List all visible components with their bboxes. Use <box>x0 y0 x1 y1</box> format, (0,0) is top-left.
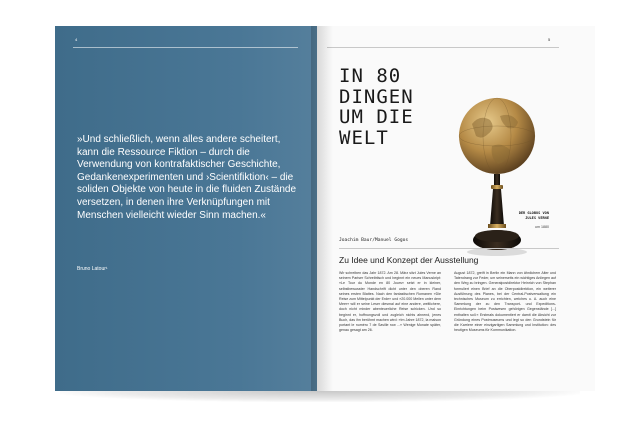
article-authors: Joachim Baur/Manuel Gogos <box>339 238 409 243</box>
section-heading: Zu Idee und Konzept der Ausstellung <box>339 255 479 265</box>
body-column-1: Wir schreiben das Jahr 1872. Am 28. März sitzt Jules Verne an seinem Pariser Schreibtisch und beginnt ein neues Manuskript: »Le Tour du Monde en 80 Jours« setzt er in kleiner, selbstbewusster Handschrift dicht unter den oberen Rand seines ersten Blattes. Nach den fantastischen Romanen »Die Reise zum Mittelpunkt der Erde« und »20.000 Meilen unter dem Meer« will er seine Leser diesmal auf eine andere, weltlichere, doch nicht minder abenteuerliche Reise schicken. Und so beginnt er, hoffnungsvoll und zugleich nichts ahnend, jenes Buch, das ihn berühmt machen wird: »Im Jahre 1872, la maison portant le numéro 7 de Saville row ...« Wenige Monate später, genau gesagt am 26. <box>339 271 441 333</box>
right-page <box>317 26 595 391</box>
globe-icon <box>452 94 542 269</box>
latour-quote: »Und schließlich, wenn alles andere scheitert, kann die Ressource Fiktion – durch die Verwendung von kontrafaktischer Geschichte, Gedankenexperimenten und ›Scientifiktion‹ – die soliden Objekte von heute in die fluiden Zustände versetzen, in denen ihre Verknüpfungen mit Menschen vielleicht wieder Sinn machen.« <box>77 134 297 221</box>
quote-author: Bruno Latour¹ <box>77 266 108 272</box>
book-spread <box>55 26 595 391</box>
authors-rule <box>339 248 559 249</box>
book-gutter <box>311 26 333 391</box>
left-header-rule <box>73 47 298 48</box>
body-column-2: August 1872, greift in Berlin ein Mann von ähnlichem Alter und Tatendrang zur Feder, um seinerseits ein wichtiges Anliegen auf den Weg zu bringen. Generalpostdirektor Heinrich von Stephan formuliert einen Brief an die Oberpostdirektion, ein weiterer Ausführung des Planes, bei der Central-Postverwaltung ein technisches Museum zu errichten, welches u. A. auch eine Sammlung der zu den Transport- und Expeditions-Einrichtungen beim Postwesen gehörigen Gegenstände [...] enthalten soll.« Erstmals dokumentiert er damit die Absicht zur Gründung eines Postmuseums und legt so den Grundstein für die Karriere einer einzigartigen Sammlung und Institution: des heutigen Museums für Kommunikation. <box>454 271 556 333</box>
right-page-number: 5 <box>548 37 551 42</box>
globe-caption-title: DER GLOBUS VON JULES VERNE <box>518 211 549 220</box>
globe-illustration <box>452 94 542 269</box>
left-page <box>55 26 317 391</box>
right-header-rule <box>327 47 559 48</box>
page-title: IN 80 DINGEN UM DIE WELT <box>339 65 414 149</box>
globe-caption-date: um 1880 <box>535 225 549 229</box>
left-page-number: 4 <box>75 37 78 42</box>
